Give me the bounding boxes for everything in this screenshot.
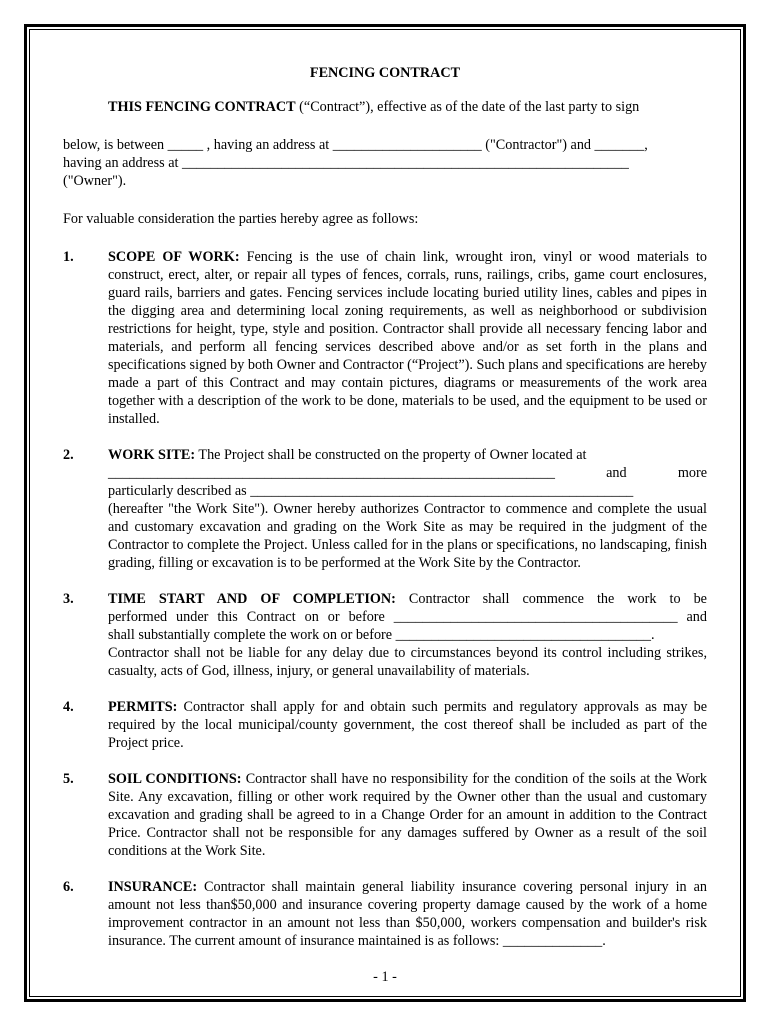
section-heading: INSURANCE: bbox=[108, 879, 198, 895]
document-title: FENCING CONTRACT bbox=[309, 65, 461, 81]
section-heading: SOIL CONDITIONS: bbox=[108, 771, 242, 787]
section-text: (hereafter "the Work Site"). Owner hereby authorizes Contractor to commence and complete the usual and customary excavation and grading on the Work Site as may be required in the judgment of the Contractor to complete the Project. Unless called for in the plans or specifications, no landscaping, finish grading, filling or excavation is to be performed at the Work Site by the Contractor. bbox=[108, 501, 707, 571]
section-time-of-completion bbox=[63, 590, 707, 680]
document-body bbox=[63, 64, 707, 968]
section-text: Contractor shall have no responsibility for the condition of the soils at the Work Site. Any excavation, filling or other work required by the Owner other than the usual and customary excavation and grading shall be agreed to in a Change Order for an amount in addition to the Contract Price. Contractor shall not be responsible for any damages suffered by Owner as a result of the soil conditions at the Work Site. bbox=[108, 771, 707, 859]
intro-bold-lead: THIS FENCING CONTRACT bbox=[108, 99, 296, 115]
section-scope-of-work bbox=[63, 248, 707, 428]
intro-line1: (“Contract”), effective as of the date of the last party to sign bbox=[295, 99, 640, 115]
section-heading: SCOPE OF WORK: bbox=[108, 249, 240, 265]
section-text: Fencing is the use of chain link, wrought iron, vinyl or wood materials to construct, erect, alter, or repair all types of fences, corrals, runs, railings, cribs, game court enclosures, guard rails, barriers and gates. Fencing services include locating buried utility lines, cables and pipes in the digging area and determining local zoning requirements, as well as neighborhood or subdivision restrictions for height, type, style and position. Contractor shall provide all necessary fencing labor and materials, and perform all fencing services described above and/or as set forth in the plans and specifications signed by both Owner and Contractor (“Project”). Such plans and specifications are hereby made a part of this Contract and may contain pictures, diagrams or measurements of the work area together with a description of the work to be done, materials to be used, and the equipment to be used or installed. bbox=[108, 249, 707, 427]
work-site-line1: WORK SITE: The Project shall be constructed on the property of Owner located at bbox=[108, 447, 587, 463]
section-number: 5. bbox=[63, 771, 74, 787]
work-site-line3: particularly described as ______________________________________________________ bbox=[108, 483, 634, 499]
section-number: 3. bbox=[63, 591, 74, 607]
section-number: 1. bbox=[63, 249, 74, 265]
section-text: Contractor shall maintain general liability insurance covering personal injury in an amount not less than$50,000 and insurance covering property damage caused by the work of a home improvement contractor in an amount not less than $50,000, workers compensation and builder's risk insurance. The current amount of insurance maintained is as follows: ______________. bbox=[108, 879, 707, 949]
section-text: Contractor shall not be liable for any delay due to circumstances beyond its control including strikes, casualty, acts of God, illness, injury, or general unavailability of materials. bbox=[108, 645, 707, 679]
work-site-line2: _______________________________________________________________ and more bbox=[108, 465, 707, 481]
section-heading: WORK SITE: bbox=[108, 447, 196, 463]
section-heading: TIME START AND OF COMPLETION: bbox=[108, 591, 396, 607]
section-insurance bbox=[63, 878, 707, 950]
page-number: - 1 - bbox=[373, 969, 397, 985]
section-soil-conditions bbox=[63, 770, 707, 860]
intro-line3: having an address at _______________________________________________________________ bbox=[63, 155, 629, 171]
time-line1: TIME START AND OF COMPLETION: Contractor shall commence the work to be bbox=[108, 591, 707, 607]
intro-line2: below, is between _____ , having an address at _____________________ ("Contractor") and _______, bbox=[63, 137, 648, 153]
intro-paragraph bbox=[63, 98, 707, 116]
section-number: 2. bbox=[63, 447, 74, 463]
section-number: 4. bbox=[63, 699, 74, 715]
section-permits bbox=[63, 698, 707, 752]
intro-line4: ("Owner"). bbox=[63, 173, 127, 189]
section-text: Contractor shall apply for and obtain such permits and regulatory approvals as may be required by the local municipal/county government, the cost thereof shall be included as part of the Project price. bbox=[108, 699, 707, 751]
consideration-text: For valuable consideration the parties hereby agree as follows: bbox=[63, 211, 419, 227]
section-number: 6. bbox=[63, 879, 74, 895]
section-work-site bbox=[63, 446, 707, 572]
section-heading: PERMITS: bbox=[108, 699, 178, 715]
time-line2: performed under this Contract on or before ________________________________________ and bbox=[108, 609, 707, 625]
time-line3: shall substantially complete the work on or before ____________________________________. bbox=[108, 627, 655, 643]
